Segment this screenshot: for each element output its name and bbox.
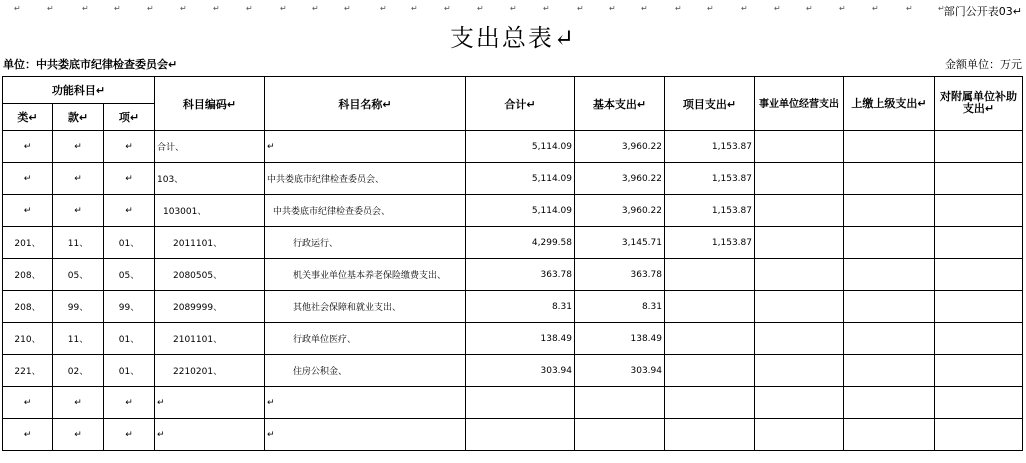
cell-name: 其他社会保障和就业支出、 xyxy=(265,291,466,323)
cell-xiang: 99、 xyxy=(104,291,155,323)
cell-name: 中共娄底市纪律检查委员会、 xyxy=(265,163,466,195)
cell-xiang: 01、 xyxy=(104,355,155,387)
cell-lei: ↵ xyxy=(3,131,53,163)
cell-basic: 3,960.22 xyxy=(575,195,665,227)
cell-xiang: ↵ xyxy=(104,419,155,451)
cell-kuan: ↵ xyxy=(53,195,104,227)
paragraph-mark: ↵ xyxy=(411,4,418,13)
cell-name: ↵ xyxy=(265,387,466,419)
table-row xyxy=(3,323,1023,355)
table-row xyxy=(3,131,1023,163)
cell-business xyxy=(755,355,844,387)
cell-project xyxy=(665,387,755,419)
cell-subsidy xyxy=(935,291,1023,323)
cell-kuan: ↵ xyxy=(53,419,104,451)
cell-code: 2080505、 xyxy=(155,259,265,291)
cell-project: 1,153.87 xyxy=(665,163,755,195)
paragraph-mark: ↵ xyxy=(147,4,154,13)
cell-code: 103001、 xyxy=(155,195,265,227)
cell-business xyxy=(755,163,844,195)
cell-lei: ↵ xyxy=(3,387,53,419)
cell-lei: ↵ xyxy=(3,163,53,195)
paragraph-mark: ↵ xyxy=(380,4,387,13)
header-xiang: 项↵ xyxy=(104,104,155,131)
paragraph-mark: ↵ xyxy=(675,4,682,13)
cell-basic xyxy=(575,419,665,451)
table-row xyxy=(3,419,1023,451)
paragraph-mark: ↵ xyxy=(577,4,584,13)
cell-upper xyxy=(844,387,935,419)
header-business: 事业单位经营支出 xyxy=(755,77,844,131)
cell-subsidy xyxy=(935,419,1023,451)
cell-kuan: 02、 xyxy=(53,355,104,387)
paragraph-mark: ↵ xyxy=(938,4,945,13)
cell-kuan: 11、 xyxy=(53,227,104,259)
header-basic: 基本支出↵ xyxy=(575,77,665,131)
cell-total: 303.94 xyxy=(466,355,575,387)
cell-lei: 208、 xyxy=(3,291,53,323)
cell-kuan: 05、 xyxy=(53,259,104,291)
cell-upper xyxy=(844,227,935,259)
cell-lei: 208、 xyxy=(3,259,53,291)
header-total: 合计↵ xyxy=(466,77,575,131)
header-func-group: 功能科目↵ xyxy=(3,77,155,104)
cell-total: 5,114.09 xyxy=(466,131,575,163)
cell-project xyxy=(665,291,755,323)
cell-code: 2089999、 xyxy=(155,291,265,323)
page-title: 支出总表↵ xyxy=(449,24,577,52)
cell-subsidy xyxy=(935,227,1023,259)
header-code: 科目编码↵ xyxy=(155,77,265,131)
cell-lei: ↵ xyxy=(3,419,53,451)
cell-basic: 303.94 xyxy=(575,355,665,387)
cell-business xyxy=(755,291,844,323)
cell-name: 行政单位医疗、 xyxy=(265,323,466,355)
paragraph-mark: ↵ xyxy=(47,4,54,13)
cell-xiang: ↵ xyxy=(104,131,155,163)
cell-basic: 8.31 xyxy=(575,291,665,323)
cell-kuan: ↵ xyxy=(53,387,104,419)
cell-xiang: 05、 xyxy=(104,259,155,291)
paragraph-mark: ↵ xyxy=(213,4,220,13)
cell-xiang: ↵ xyxy=(104,387,155,419)
table-row xyxy=(3,355,1023,387)
cell-upper xyxy=(844,355,935,387)
cell-code: 103、 xyxy=(155,163,265,195)
paragraph-mark: ↵ xyxy=(246,4,253,13)
header-upper: 上缴上级支出↵ xyxy=(844,77,935,131)
cell-subsidy xyxy=(935,323,1023,355)
cell-total: 8.31 xyxy=(466,291,575,323)
cell-upper xyxy=(844,131,935,163)
cell-xiang: ↵ xyxy=(104,195,155,227)
document-code: 部门公开表03↵ xyxy=(943,5,1022,18)
table-row xyxy=(3,163,1023,195)
expenditure-table xyxy=(2,76,1023,451)
cell-business xyxy=(755,387,844,419)
cell-project: 1,153.87 xyxy=(665,131,755,163)
cell-basic: 3,960.22 xyxy=(575,131,665,163)
paragraph-mark: ↵ xyxy=(312,4,319,13)
paragraph-mark: ↵ xyxy=(444,4,451,13)
cell-project xyxy=(665,419,755,451)
paragraph-mark: ↵ xyxy=(344,4,351,13)
header-lei: 类↵ xyxy=(3,104,53,131)
cell-code: 2101101、 xyxy=(155,323,265,355)
paragraph-mark: ↵ xyxy=(609,4,616,13)
cell-basic: 3,960.22 xyxy=(575,163,665,195)
cell-kuan: 99、 xyxy=(53,291,104,323)
header-subsidy: 对附属单位补助支出↵ xyxy=(935,77,1023,131)
cell-subsidy xyxy=(935,355,1023,387)
cell-business xyxy=(755,195,844,227)
paragraph-mark: ↵ xyxy=(280,4,287,13)
cell-business xyxy=(755,131,844,163)
cell-project xyxy=(665,355,755,387)
cell-lei: ↵ xyxy=(3,195,53,227)
table-row xyxy=(3,227,1023,259)
cell-upper xyxy=(844,259,935,291)
paragraph-mark: ↵ xyxy=(641,4,648,13)
paragraph-mark: ↵ xyxy=(872,4,879,13)
cell-business xyxy=(755,227,844,259)
cell-code: ↵ xyxy=(155,387,265,419)
paragraph-mark: ↵ xyxy=(510,4,517,13)
cell-xiang: 01、 xyxy=(104,227,155,259)
paragraph-mark: ↵ xyxy=(741,4,748,13)
cell-lei: 221、 xyxy=(3,355,53,387)
cell-subsidy xyxy=(935,259,1023,291)
cell-total xyxy=(466,387,575,419)
table-row xyxy=(3,291,1023,323)
cell-basic: 138.49 xyxy=(575,323,665,355)
cell-total xyxy=(466,419,575,451)
amount-unit-label: 金额单位：万元 xyxy=(945,58,1022,71)
cell-basic xyxy=(575,387,665,419)
cell-name: 住房公积金、 xyxy=(265,355,466,387)
paragraph-mark: ↵ xyxy=(477,4,484,13)
paragraph-mark: ↵ xyxy=(114,4,121,13)
paragraph-mark: ↵ xyxy=(14,4,21,13)
cell-xiang: ↵ xyxy=(104,163,155,195)
paragraph-mark: ↵ xyxy=(906,4,913,13)
cell-total: 363.78 xyxy=(466,259,575,291)
cell-basic: 3,145.71 xyxy=(575,227,665,259)
cell-upper xyxy=(844,195,935,227)
unit-label: 单位：中共娄底市纪律检查委员会↵ xyxy=(3,58,178,71)
cell-kuan: 11、 xyxy=(53,323,104,355)
paragraph-mark: ↵ xyxy=(774,4,781,13)
cell-project xyxy=(665,323,755,355)
paragraph-mark: ↵ xyxy=(839,4,846,13)
cell-project: 1,153.87 xyxy=(665,195,755,227)
cell-xiang: 01、 xyxy=(104,323,155,355)
cell-total: 5,114.09 xyxy=(466,163,575,195)
cell-subsidy xyxy=(935,163,1023,195)
cell-subsidy xyxy=(935,131,1023,163)
header-kuan: 款↵ xyxy=(53,104,104,131)
cell-name: ↵ xyxy=(265,131,466,163)
cell-subsidy xyxy=(935,387,1023,419)
cell-code: 合计、 xyxy=(155,131,265,163)
cell-project xyxy=(665,259,755,291)
cell-project: 1,153.87 xyxy=(665,227,755,259)
cell-business xyxy=(755,419,844,451)
cell-total: 138.49 xyxy=(466,323,575,355)
cell-business xyxy=(755,259,844,291)
cell-business xyxy=(755,323,844,355)
paragraph-mark: ↵ xyxy=(82,4,89,13)
paragraph-mark: ↵ xyxy=(543,4,550,13)
paragraph-mark: ↵ xyxy=(806,4,813,13)
cell-subsidy xyxy=(935,195,1023,227)
cell-upper xyxy=(844,291,935,323)
cell-kuan: ↵ xyxy=(53,163,104,195)
cell-code: 2210201、 xyxy=(155,355,265,387)
cell-name: 机关事业单位基本养老保险缴费支出、 xyxy=(265,259,466,291)
cell-kuan: ↵ xyxy=(53,131,104,163)
cell-total: 4,299.58 xyxy=(466,227,575,259)
cell-name: 行政运行、 xyxy=(265,227,466,259)
cell-name: ↵ xyxy=(265,419,466,451)
cell-lei: 201、 xyxy=(3,227,53,259)
cell-code: 2011101、 xyxy=(155,227,265,259)
cell-upper xyxy=(844,323,935,355)
table-row xyxy=(3,259,1023,291)
cell-name: 中共娄底市纪律检查委员会、 xyxy=(265,195,466,227)
header-project: 项目支出↵ xyxy=(665,77,755,131)
table-row xyxy=(3,387,1023,419)
paragraph-mark: ↵ xyxy=(707,4,714,13)
header-name: 科目名称↵ xyxy=(265,77,466,131)
table-row xyxy=(3,195,1023,227)
cell-code: ↵ xyxy=(155,419,265,451)
cell-lei: 210、 xyxy=(3,323,53,355)
cell-upper xyxy=(844,163,935,195)
cell-basic: 363.78 xyxy=(575,259,665,291)
cell-upper xyxy=(844,419,935,451)
cell-total: 5,114.09 xyxy=(466,195,575,227)
paragraph-mark: ↵ xyxy=(180,4,187,13)
